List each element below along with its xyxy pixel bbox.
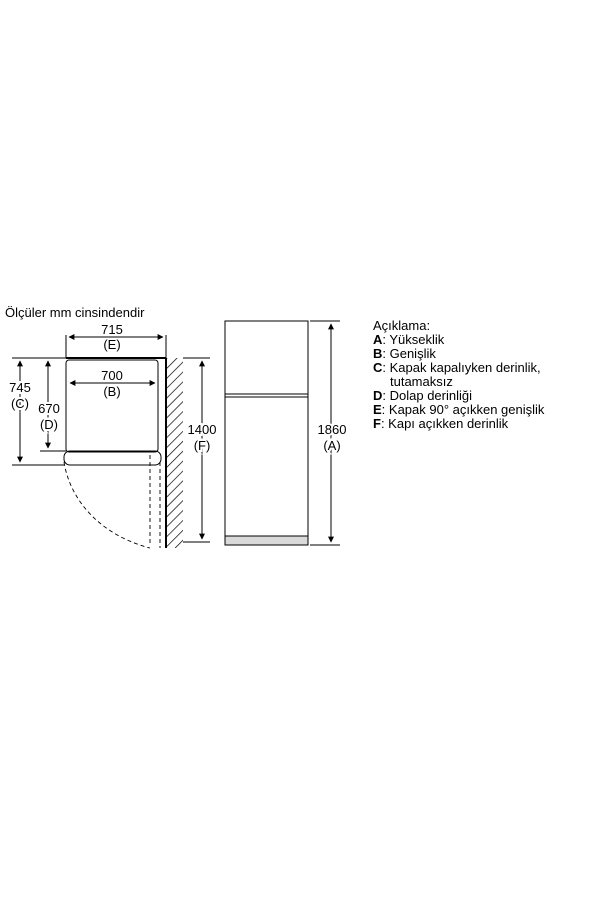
dim-c-value: 745: [9, 380, 31, 395]
dim-f-letter: (F): [193, 438, 211, 453]
dim-b-value: 700: [101, 368, 123, 383]
wall-hatching: [167, 358, 183, 548]
door-swing-arc: [64, 462, 150, 548]
diagram-title: Ölçüler mm cinsindendir: [5, 305, 145, 320]
legend-item-c: C: Kapak kapalıyken derinlik,: [373, 360, 541, 375]
fridge-outline: [225, 321, 308, 545]
dim-e-value: 715: [101, 322, 123, 337]
dim-b-letter: (B): [103, 384, 121, 399]
door-open-outline: [150, 455, 160, 548]
legend-item-d: D: Dolap derinliği: [373, 388, 472, 403]
door-closed: [64, 451, 161, 465]
top-view: [9, 322, 216, 548]
dim-a-value: 1860: [317, 422, 347, 437]
dim-d-value: 670: [38, 401, 60, 416]
front-view: [225, 321, 346, 545]
legend-heading: Açıklama:: [373, 318, 431, 333]
legend-item-f: F: Kapı açıkken derinlik: [373, 416, 509, 431]
fridge-base-plinth: [225, 536, 308, 545]
legend-item-b: B: Genişlik: [373, 346, 436, 361]
legend-item-c-continuation: tutamaksız: [390, 374, 453, 389]
dim-e-letter: (E): [103, 337, 121, 352]
dim-a-letter: (A): [323, 438, 341, 453]
dim-d-letter: (D): [39, 417, 59, 432]
dim-c-letter: (C): [10, 396, 30, 411]
dim-f-value: 1400: [187, 422, 217, 437]
legend-item-e: E: Kapak 90° açıkken genişlik: [373, 402, 545, 417]
legend: [373, 318, 545, 431]
legend-item-a: A: Yükseklik: [373, 332, 445, 347]
